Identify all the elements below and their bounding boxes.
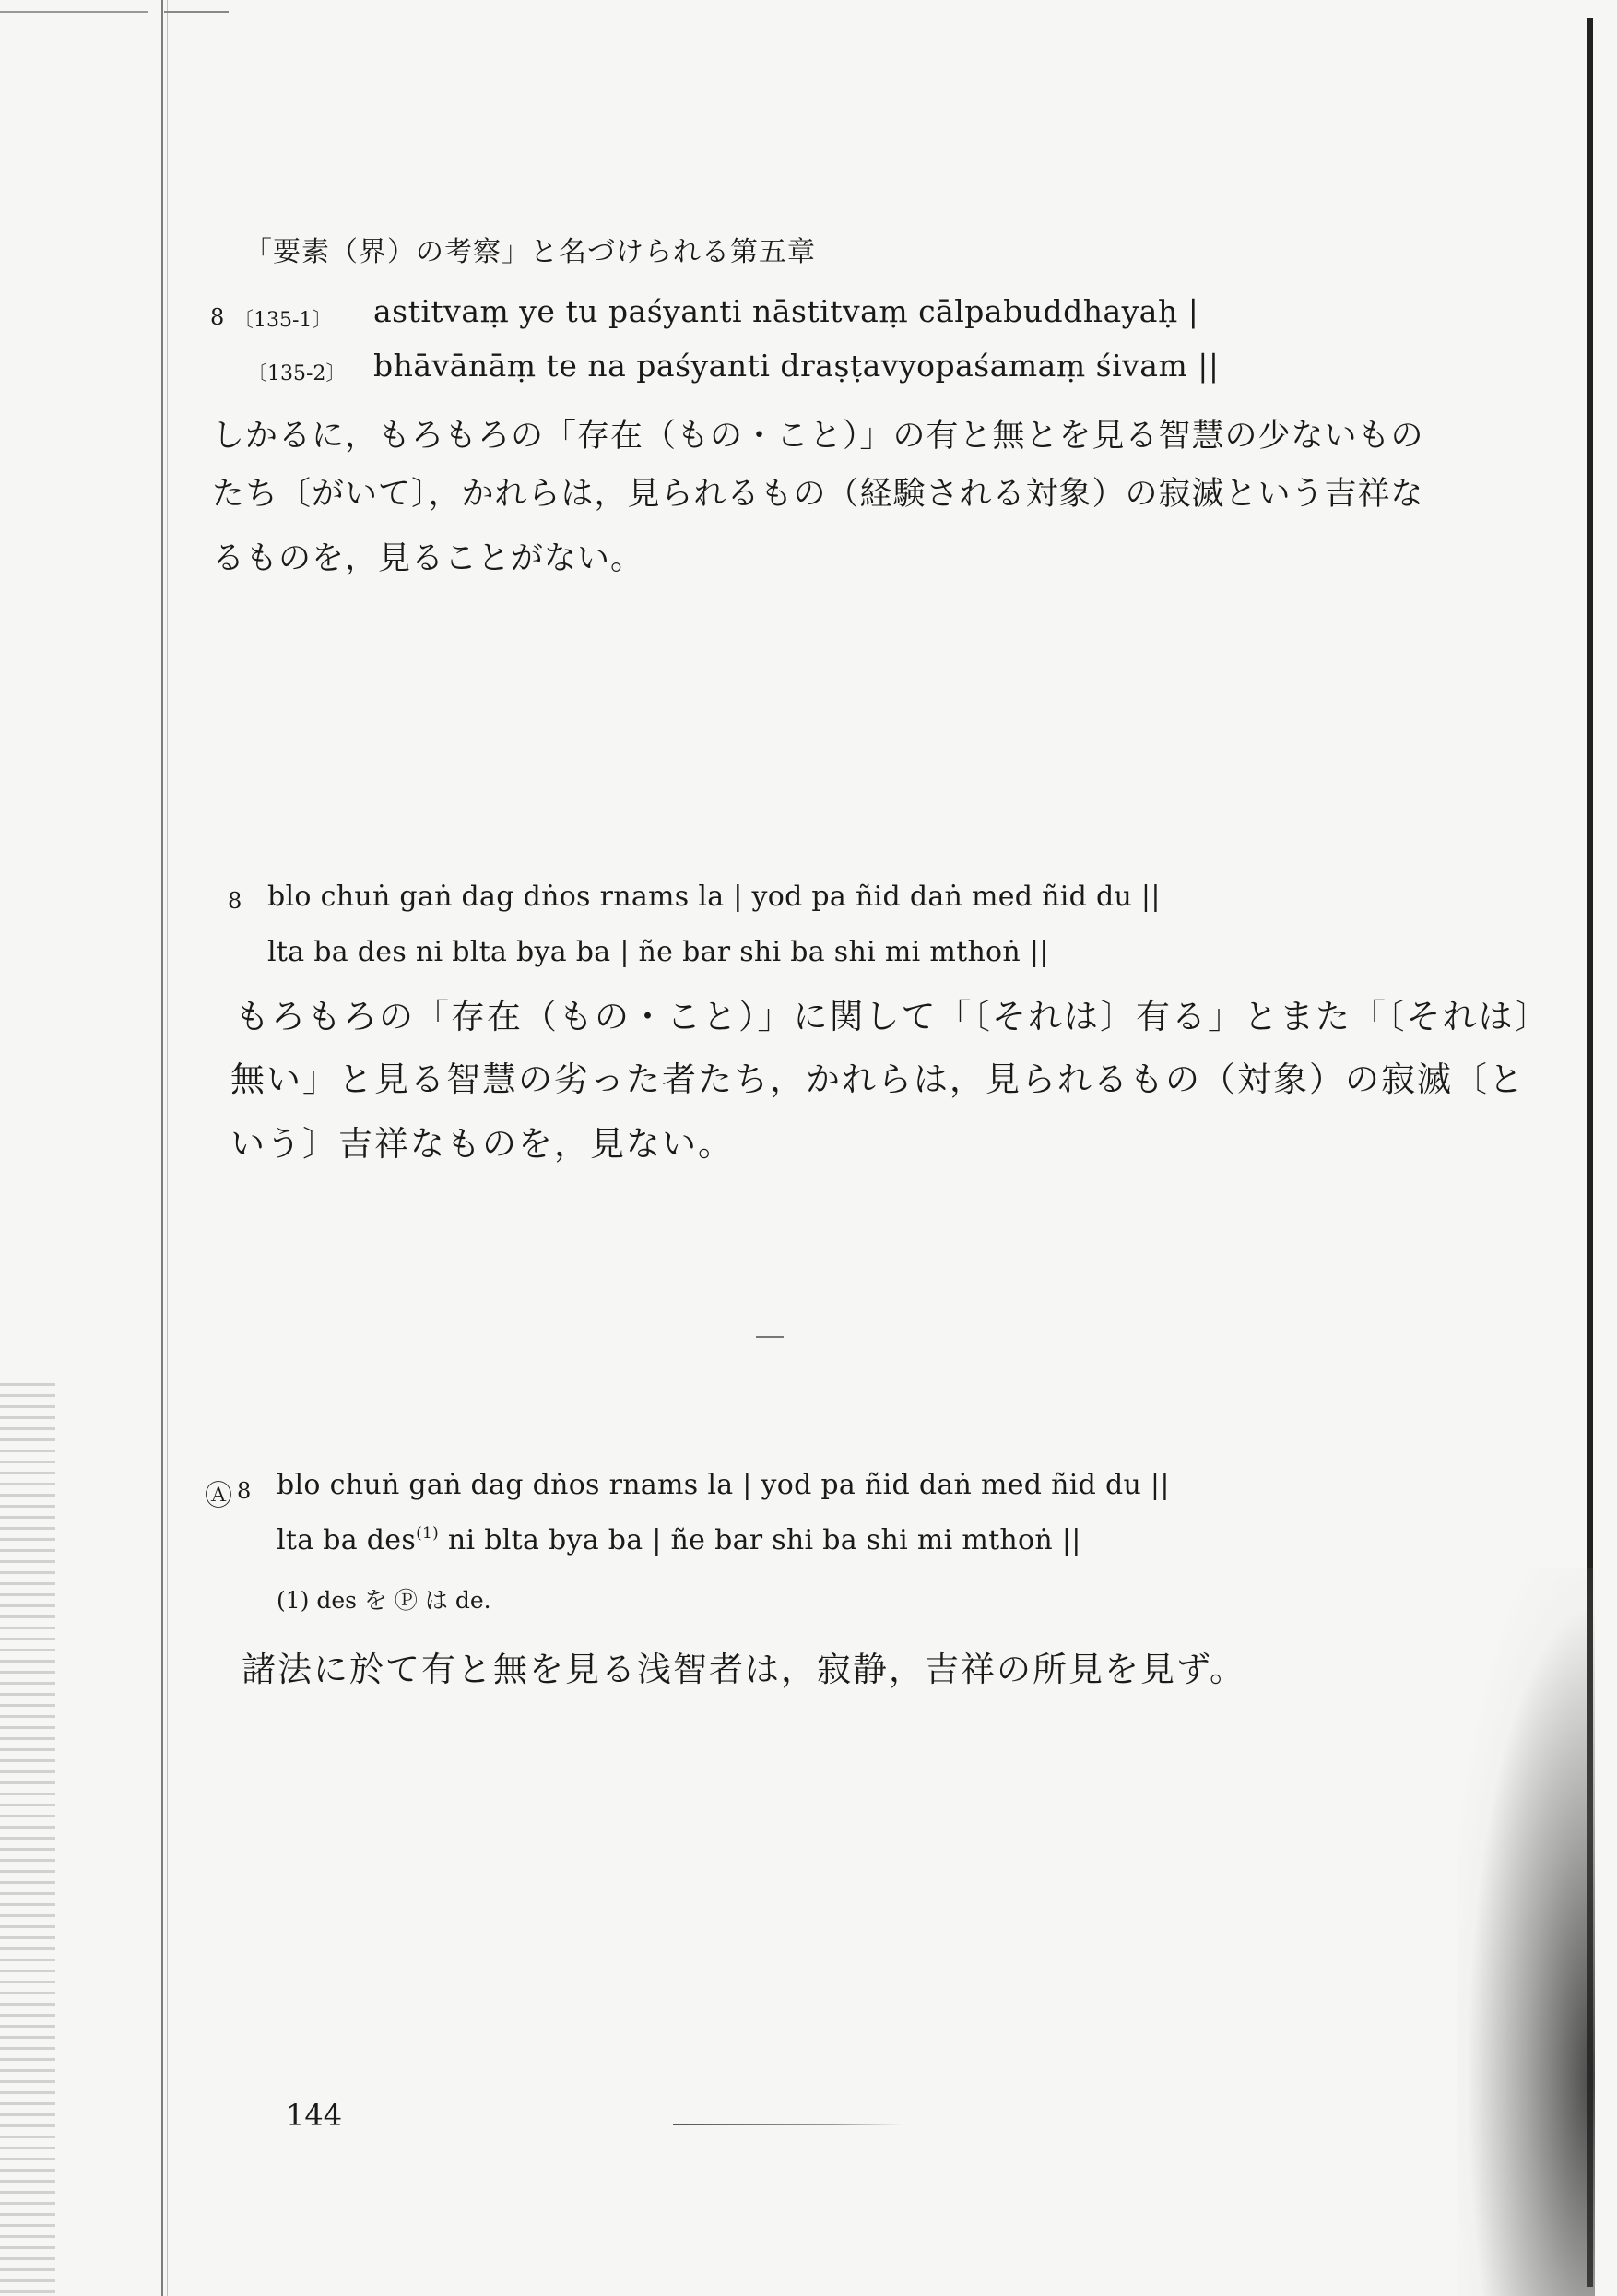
verse-number: 8 xyxy=(228,888,242,914)
tibetan-translation-line: 無い」と見る智慧の劣った者たち，かれらは，見られるもの（対象）の寂滅〔と xyxy=(230,1059,1525,1099)
edition-symbol: Ⓟ xyxy=(394,1587,418,1614)
sanskrit-translation-line: しかるに，もろもろの「存在（もの・こと）」の有と無とを見る智慧の少ないもの xyxy=(212,418,1424,455)
footnote-marker: (1) xyxy=(277,1587,310,1614)
scan-mark xyxy=(0,11,148,13)
tibetan-variant-line-2: lta ba des$^{(1)}$ ni blta bya ba | ñe bar shi ba shi mi mthoṅ || xyxy=(277,1524,1081,1556)
scan-shadow xyxy=(1457,1568,1595,2296)
chapter-heading: 「要素（界）の考察」と名づけられる第五章 xyxy=(244,236,816,268)
scan-mark xyxy=(673,2124,903,2125)
sanskrit-line-2: bhāvānāṃ te na paśyanti draṣṭavyopaśamaṃ śivam || xyxy=(373,348,1220,384)
verse-number: 8 xyxy=(210,304,225,330)
variant-translation: 諸法に於て有と無を見る浅智者は，寂静，吉祥の所見を見ず。 xyxy=(242,1650,1246,1689)
binding-line xyxy=(167,0,168,2296)
binding-line xyxy=(161,0,163,2296)
sanskrit-translation-line: るものを，見ることがない。 xyxy=(212,540,644,577)
tibetan-line-1: blo chuṅ gaṅ dag dṅos rnams la | yod pa ñid daṅ med ñid du || xyxy=(267,881,1161,913)
tibetan-line-2: lta ba des ni blta bya ba | ñe bar shi ba shi mi mthoṅ || xyxy=(267,936,1049,968)
edition-symbol: Ⓐ xyxy=(205,1480,233,1512)
tibetan-translation-line: いう〕吉祥なものを，見ない。 xyxy=(230,1124,734,1164)
verse-number: 8 xyxy=(237,1478,252,1504)
footnote-ref: (1) xyxy=(416,1524,440,1543)
verse-ref: 〔135-1〕 xyxy=(233,309,333,332)
scan-mark xyxy=(164,11,229,13)
tibetan-variant-line-1: blo chuṅ gaṅ dag dṅos rnams la | yod pa ñid daṅ med ñid du || xyxy=(277,1469,1170,1501)
sanskrit-line-1: astitvaṃ ye tu paśyanti nāstitvaṃ cālpabuddhayaḥ | xyxy=(373,293,1199,329)
footnote: (1) des を Ⓟ は de. xyxy=(277,1587,491,1614)
sanskrit-translation-line: たち〔がいて〕，かれらは，見られるもの（経験される対象）の寂滅という吉祥な xyxy=(212,476,1424,513)
page-number: 144 xyxy=(286,2098,343,2133)
verse-ref: 〔135-2〕 xyxy=(247,362,347,385)
scan-mark xyxy=(756,1336,784,1338)
scan-edge-noise xyxy=(0,1383,55,2296)
tibetan-translation-line: もろもろの「存在（もの・こと）」に関して「〔それは〕有る」とまた「〔それは〕 xyxy=(235,997,1551,1036)
